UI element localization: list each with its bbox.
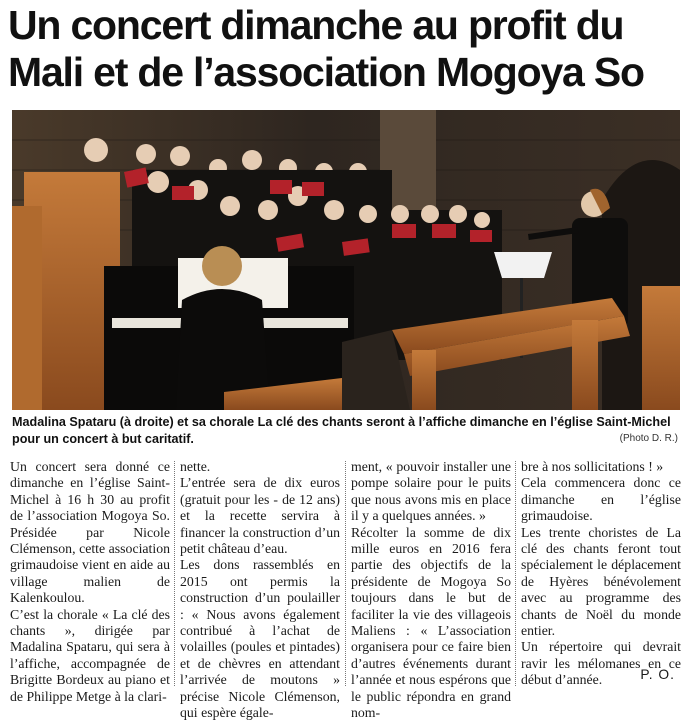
column-divider bbox=[345, 461, 346, 686]
photo-caption: Madalina Spataru (à droite) et sa chorale La clé des chants seront à l’affiche dimanche en l’église Saint-Michel pour un concert à but caritatif. bbox=[12, 415, 671, 446]
paragraph: Un concert sera donné ce dimanche en l’église Saint-Michel à 16 h 30 au profit de l’association Mogoya So. Présidée par Nicole Clémenson, cette association grimaudoise vient en aide au village malien de Kalenkoulou. bbox=[10, 459, 170, 606]
headline-line-2: Mali et de l’association Mogoya So bbox=[8, 49, 644, 95]
article-column-2 bbox=[180, 459, 340, 722]
paragraph: Un répertoire qui devrait ravir les mélomanes en ce début d’année. bbox=[521, 639, 681, 688]
paragraph: C’est la chorale « La clé des chants », dirigée par Madalina Spataru, qui sera à l’affiche, accompagnée de Brigitte Bordeux au piano et de Philippe Metge à la clari- bbox=[10, 606, 170, 704]
headline bbox=[8, 2, 688, 96]
column-divider bbox=[174, 461, 175, 686]
headline-line-1: Un concert dimanche au profit du bbox=[8, 2, 624, 48]
paragraph: ment, « pouvoir installer une pompe solaire pour le puits que nous avons mis en place il y a quelques années. » bbox=[351, 459, 511, 524]
column-divider bbox=[515, 461, 516, 686]
article-column-3 bbox=[351, 459, 511, 722]
paragraph: Les dons rassemblés en 2015 ont permis la construction d’un poulailler : « Nous avons également contribué à l’achat de volailles (poules et pintades) et de chèvres en attendant l’arrivée de moutons » précise Nicole Clémenson, qui espère égale- bbox=[180, 557, 340, 721]
paragraph: L’entrée sera de dix euros (gratuit pour les - de 12 ans) et la recette servira à financer la construction d’un petit château d’eau. bbox=[180, 475, 340, 557]
concert-photo bbox=[12, 110, 680, 410]
paragraph: Récolter la somme de dix mille euros en 2016 fera partie des objectifs de la présidente de Mogoya So toujours dans le but de faciliter la vie des villageois Maliens : « L’association organisera pour ce faire bien d’autres événements durant l’année et nous espérons que le public répondra en grand nom- bbox=[351, 524, 511, 721]
choir-in-church-illustration bbox=[12, 110, 680, 410]
article-column-1 bbox=[10, 459, 170, 705]
photo-credit: (Photo D. R.) bbox=[619, 433, 678, 444]
paragraph: Cela commencera donc ce dimanche en l’église grimaudoise. bbox=[521, 475, 681, 524]
paragraph: bre à nos sollicitations ! » bbox=[521, 459, 664, 474]
article-column-4 bbox=[521, 459, 681, 689]
paragraph: Les trente choristes de La clé des chants feront tout spécialement le déplacement de Hyères bénévolement avec au programme des chants de Noël du monde entier. bbox=[521, 524, 681, 639]
author-signature: P. O. bbox=[640, 667, 675, 682]
paragraph: nette. bbox=[180, 459, 211, 474]
